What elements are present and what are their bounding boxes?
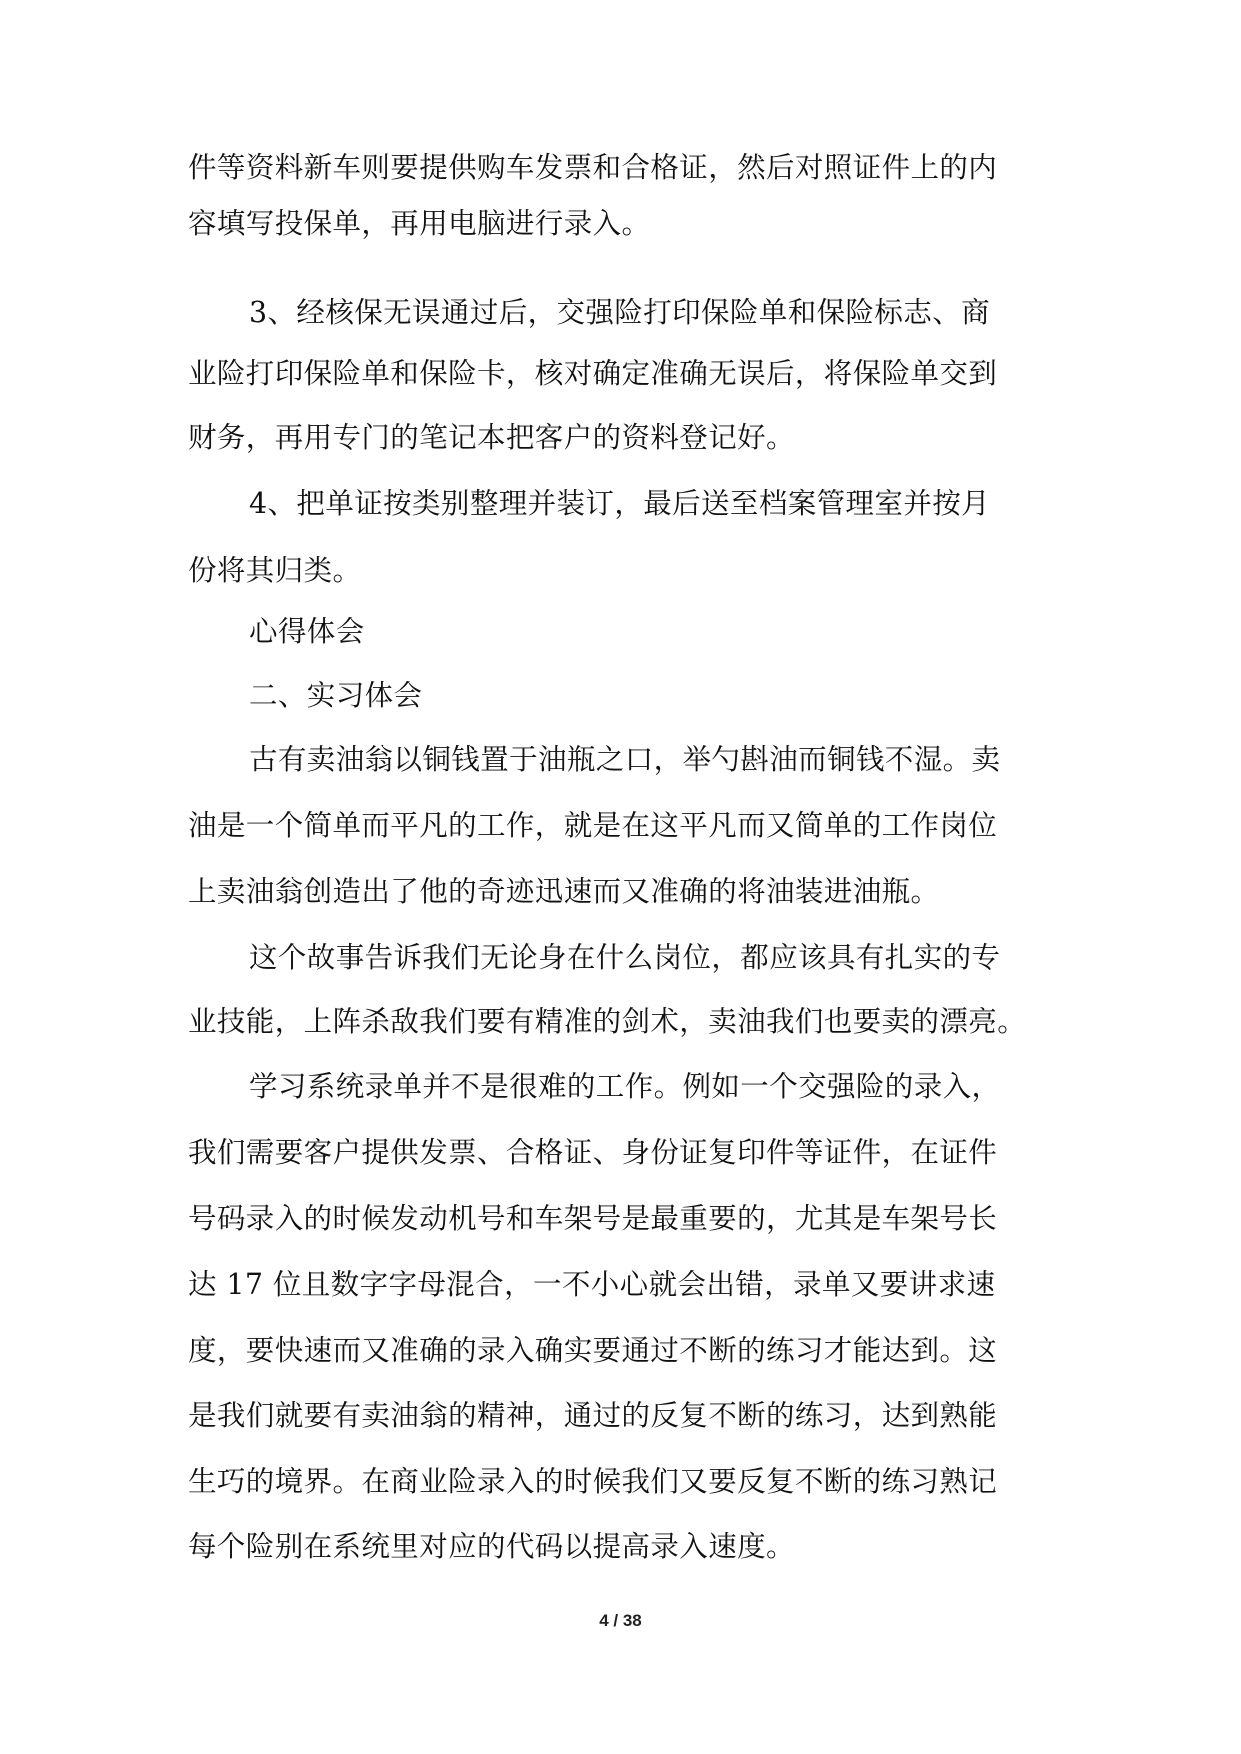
text-line-11: 油是一个简单而平凡的工作，就是在这平凡而又简单的工作岗位 xyxy=(188,809,998,842)
text-line-13: 这个故事告诉我们无论身在什么岗位，都应该具有扎实的专 xyxy=(249,941,1001,974)
section-heading-shixitihui: 二、实习体会 xyxy=(249,679,423,712)
text-line-19: 度，要快速而又准确的录入确实要通过不断的练习才能达到。这 xyxy=(188,1334,998,1367)
text-line-5: 财务，再用专门的笔记本把客户的资料登记好。 xyxy=(188,421,795,454)
text-line-7: 份将其归类。 xyxy=(188,554,362,587)
text-line-17: 号码录入的时候发动机号和车架号是最重要的，尤其是车架号长 xyxy=(188,1202,998,1235)
text-line-3: 3、经核保无误通过后，交强险打印保险单和保险标志、商 xyxy=(249,296,991,329)
text-line-21: 生巧的境界。在商业险录入的时候我们又要反复不断的练习熟记 xyxy=(188,1465,998,1498)
text-line-6: 4、把单证按类别整理并装订，最后送至档案管理室并按月 xyxy=(249,487,991,520)
page-number: 4 / 38 xyxy=(599,1611,642,1630)
text-line-2: 容填写投保单，再用电脑进行录入。 xyxy=(188,207,651,240)
text-line-4: 业险打印保险单和保险卡，核对确定准确无误后，将保险单交到 xyxy=(188,357,998,390)
text-line-14: 业技能，上阵杀敌我们要有精准的剑术，卖油我们也要卖的漂亮。 xyxy=(188,1005,1027,1038)
text-line-15: 学习系统录单并不是很难的工作。例如一个交强险的录入， xyxy=(249,1070,1001,1103)
text-line-10: 古有卖油翁以铜钱置于油瓶之口，举勺斟油而铜钱不湿。卖 xyxy=(249,743,1001,776)
section-heading-xindetihui: 心得体会 xyxy=(249,615,365,648)
text-line-22: 每个险别在系统里对应的代码以提高录入速度。 xyxy=(188,1530,795,1563)
text-line-16: 我们需要客户提供发票、合格证、身份证复印件等证件，在证件 xyxy=(188,1136,998,1169)
text-line-20: 是我们就要有卖油翁的精神，通过的反复不断的练习，达到熟能 xyxy=(188,1399,998,1432)
text-line-18: 达 17 位且数字字母混合，一不小心就会出错，录单又要讲求速 xyxy=(188,1268,996,1301)
text-line-12: 上卖油翁创造出了他的奇迹迅速而又准确的将油装进油瓶。 xyxy=(188,875,940,908)
text-line-1: 件等资料新车则要提供购车发票和合格证，然后对照证件上的内 xyxy=(188,151,998,184)
